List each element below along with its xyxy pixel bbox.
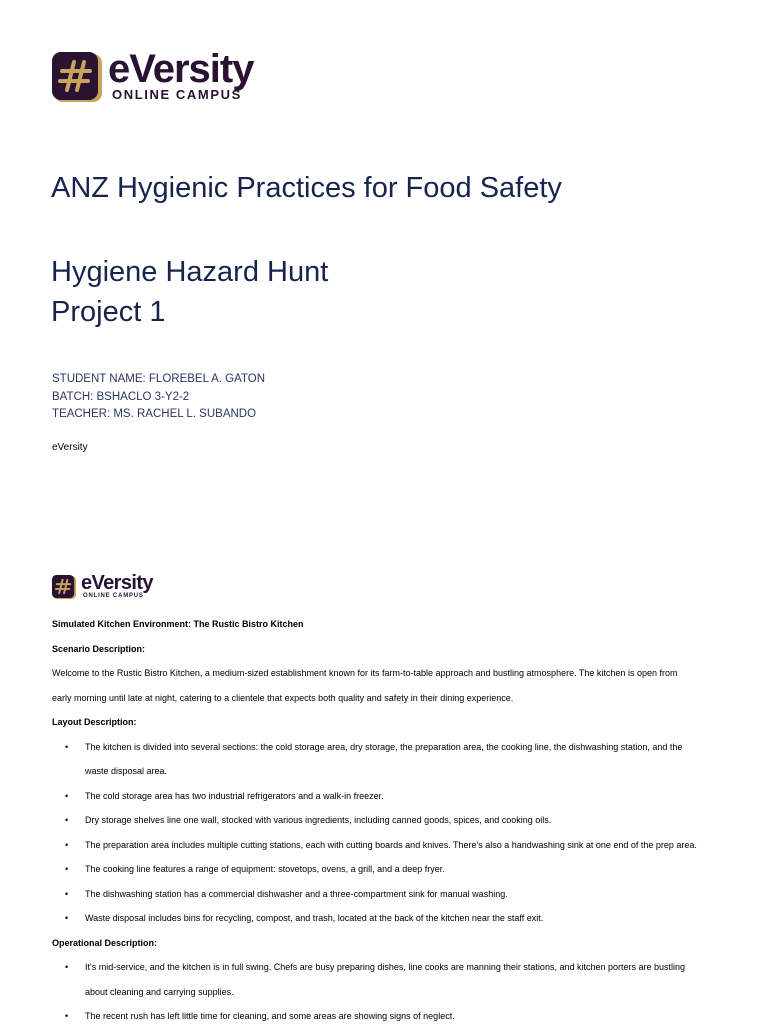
list-item: • It's mid-service, and the kitchen is in full swing. Chefs are busy preparing dishes, line cooks are manning their stations, and kitchen porters are bustling bbox=[65, 962, 686, 972]
organization-name: eVersity bbox=[52, 442, 88, 453]
logo-tagline: ONLINE CAMPUS bbox=[112, 87, 242, 102]
bullet-icon: • bbox=[65, 913, 69, 923]
batch: BATCH: BSHACLO 3-Y2-2 bbox=[52, 390, 190, 403]
list-item: • The dishwashing station has a commercial dishwasher and a three-compartment sink for manual washing. bbox=[65, 888, 508, 899]
list-item-continuation: about cleaning and carrying supplies. bbox=[85, 986, 234, 997]
list-item: • The recent rush has left little time for cleaning, and some areas are showing signs of neglect. bbox=[65, 1011, 455, 1021]
layout-heading: Layout Description: bbox=[52, 717, 137, 727]
bullet-icon: • bbox=[65, 741, 69, 752]
project-title bbox=[51, 252, 328, 332]
list-item-continuation: waste disposal area. bbox=[85, 766, 168, 776]
bullet-icon: • bbox=[65, 839, 69, 850]
list-item: • The cooking line features a range of equipment: stovetops, ovens, a grill, and a deep fryer. bbox=[65, 864, 445, 874]
eversity-logo bbox=[52, 47, 254, 104]
bullet-icon: • bbox=[65, 815, 69, 825]
project-title-line-1: Hygiene Hazard Hunt bbox=[51, 256, 329, 288]
list-item: • The cold storage area has two industrial refrigerators and a walk-in freezer. bbox=[65, 790, 384, 801]
list-item: • The preparation area includes multiple cutting stations, each with cutting boards and knives. There's also a handwashing sink at one end of the prep area. bbox=[65, 839, 697, 850]
list-item: • Dry storage shelves line one wall, stocked with various ingredients, including canned goods, spices, and cooking oils. bbox=[65, 815, 552, 825]
logo-brand-text: eVersity bbox=[108, 47, 254, 91]
environment-heading: Simulated Kitchen Environment: The Rustic Bistro Kitchen bbox=[52, 619, 304, 629]
course-title: ANZ Hygienic Practices for Food Safety bbox=[51, 172, 562, 204]
bullet-icon: • bbox=[65, 888, 69, 899]
teacher: TEACHER: MS. RACHEL L. SUBANDO bbox=[52, 408, 257, 420]
layout-list bbox=[52, 741, 722, 937]
list-item: • The kitchen is divided into several sections: the cold storage area, dry storage, the preparation area, the cooking line, the dishwashing station, and the bbox=[65, 741, 683, 752]
scenario-text-line: early morning until late at night, catering to a clientele that expects both quality and safety in their dining experience. bbox=[52, 692, 514, 703]
operational-heading: Operational Description: bbox=[52, 937, 158, 948]
logo-brand-text: eVersity bbox=[81, 572, 153, 594]
scenario-text-line: Welcome to the Rustic Bistro Kitchen, a medium-sized establishment known for its farm-to-table approach and bustling atmosphere. The kitchen is open from bbox=[52, 668, 678, 678]
student-name: STUDENT NAME: FLOREBEL A. GATON bbox=[52, 373, 266, 385]
project-title-line-2: Project 1 bbox=[51, 296, 166, 328]
student-info bbox=[52, 371, 265, 424]
bullet-icon: • bbox=[65, 790, 69, 801]
eversity-emblem-icon bbox=[52, 50, 104, 104]
bullet-icon: • bbox=[65, 1011, 69, 1021]
scenario-heading: Scenario Description: bbox=[52, 643, 146, 654]
bullet-icon: • bbox=[65, 864, 69, 874]
operational-list bbox=[52, 961, 722, 1035]
eversity-logo-small bbox=[52, 574, 153, 600]
list-item: • Waste disposal includes bins for recycling, compost, and trash, located at the back of the kitchen near the staff exit. bbox=[65, 913, 544, 923]
eversity-emblem-icon bbox=[52, 574, 77, 600]
logo-tagline: ONLINE CAMPUS bbox=[83, 593, 144, 599]
bullet-icon: • bbox=[65, 962, 69, 972]
document-body bbox=[52, 618, 722, 1035]
